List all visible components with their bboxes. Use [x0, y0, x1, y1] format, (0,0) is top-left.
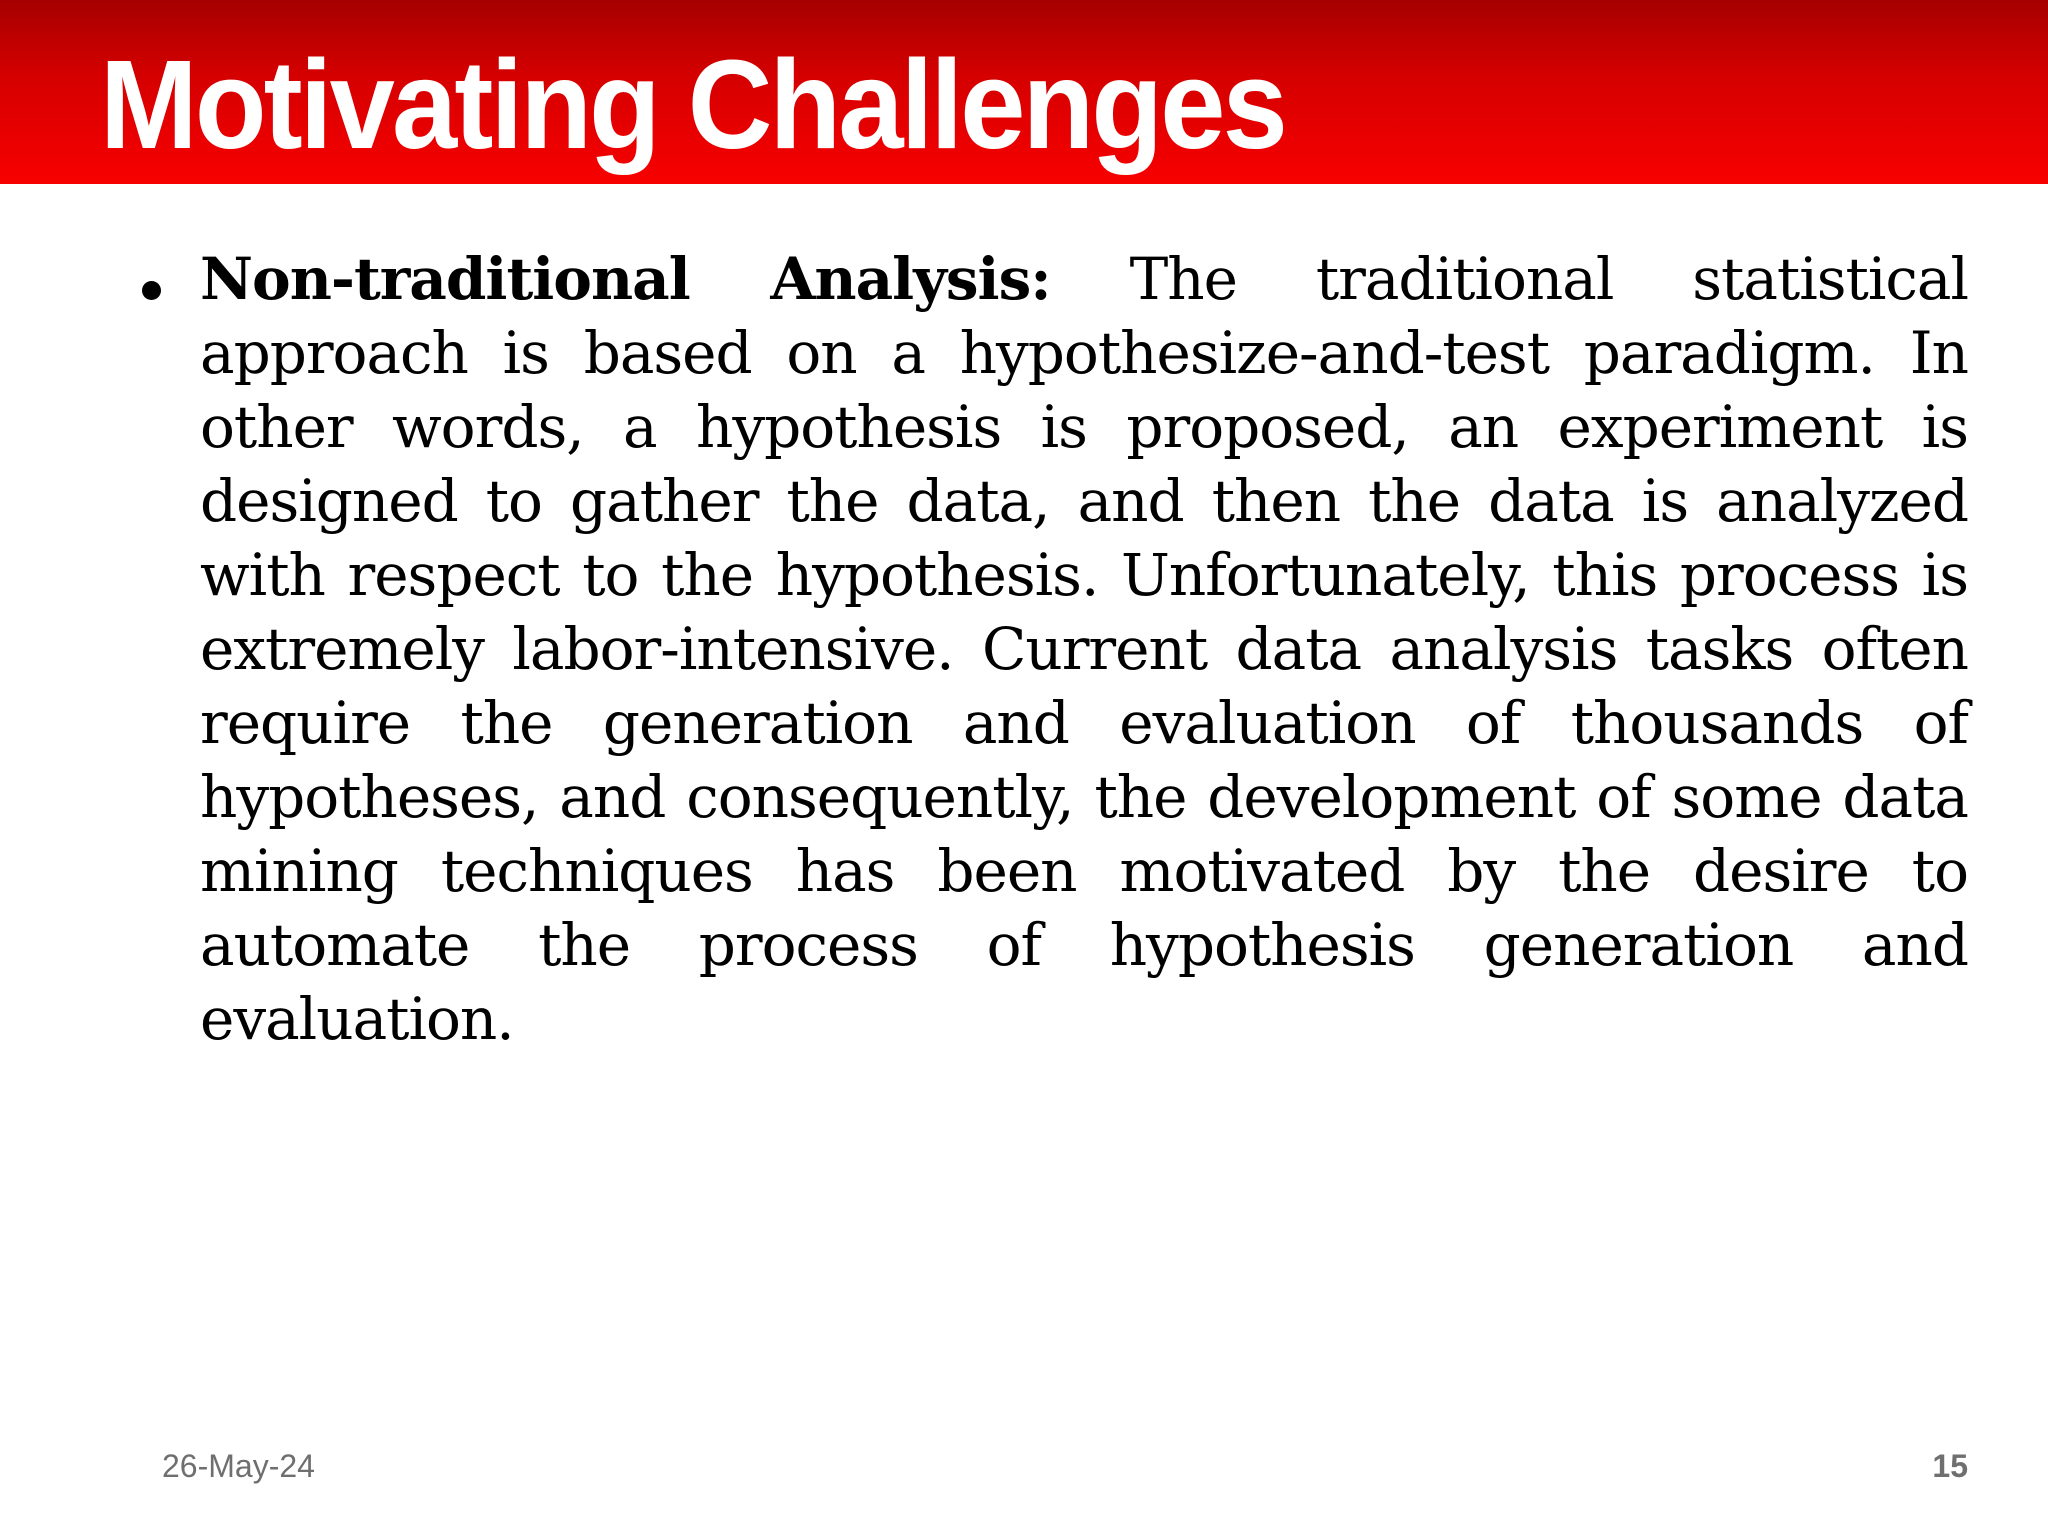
- slide-title: Motivating Challenges: [100, 34, 1285, 175]
- bullet-text: The traditional statistical approach is based on a hypothesize-and-test paradigm. In other words, a hypothesis is proposed, an experiment is designed to gather the data, and then the data is analyzed with respect to the hypothesis. Unfortunately, this process is extremely labor-intensive. Current data analysis tasks often require the generation and evaluation of thousands of hypotheses, and consequently, the development of some data mining techniques has been motivated by the desire to automate the process of hypothesis generation and evaluation.: [200, 245, 1969, 1053]
- bullet-term: Non-traditional Analysis:: [200, 245, 1051, 313]
- footer-date: 26-May-24: [162, 1448, 315, 1484]
- page-number: 15: [1932, 1448, 1968, 1484]
- title-bar: [0, 0, 2048, 184]
- bullet-dot-icon: [142, 281, 161, 300]
- bullet-body: [200, 242, 1968, 1056]
